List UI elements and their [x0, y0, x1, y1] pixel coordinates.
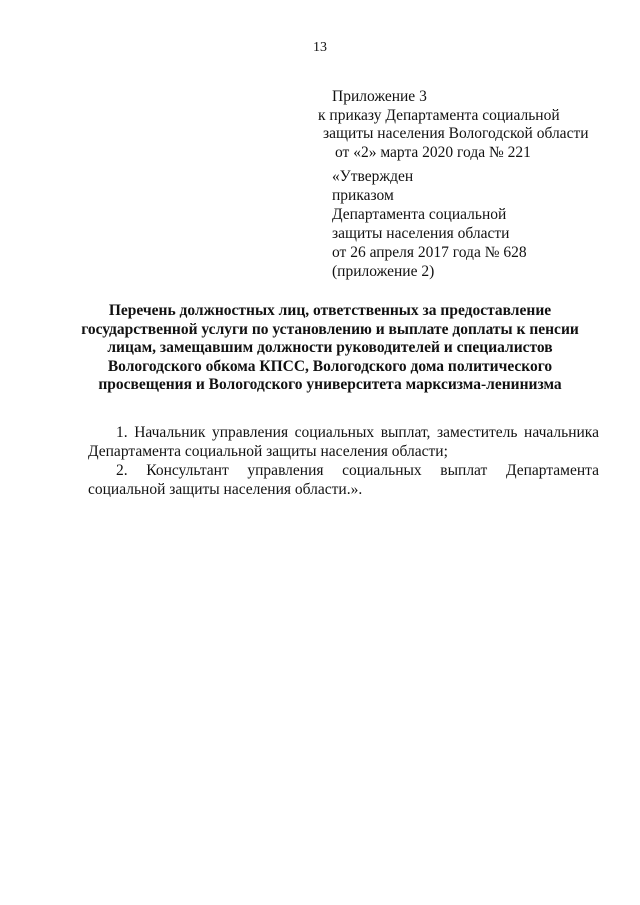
word: Департамента — [505, 462, 599, 479]
approved-line: «Утвержден — [332, 168, 414, 185]
approved-block — [332, 167, 628, 281]
appendix-line: Приложение 3 — [332, 88, 427, 105]
title-line: Перечень должностных лиц, ответственных за предоставление — [108, 302, 552, 319]
title-line: Вологодского обкома КПСС, Вологодского дома политического — [107, 357, 553, 375]
title-line: лицам, замещавшим должности руководителей и специалистов — [107, 339, 553, 356]
page-number: 13 — [313, 40, 327, 55]
appendix-block — [318, 88, 628, 162]
list-item — [88, 461, 599, 499]
document-title — [70, 302, 590, 395]
word: 2. — [116, 462, 128, 479]
item-1-line-2: Департамента социальной защиты населения области; — [88, 443, 448, 460]
word: управления — [247, 462, 324, 479]
approved-line: Департамента социальной — [332, 206, 507, 223]
word: начальника — [524, 424, 599, 441]
word: Начальник — [134, 424, 206, 441]
appendix-line: к приказу Департамента социальной — [318, 106, 560, 124]
word: выплат, — [380, 424, 431, 441]
title-line: просвещения и Вологодского университета марксизма-ленинизма — [98, 376, 562, 393]
word: выплат — [440, 462, 488, 479]
word: Консультант — [146, 462, 229, 479]
items-list — [88, 423, 599, 499]
list-item — [88, 423, 599, 461]
appendix-line: от «2» марта 2020 года № 221 — [335, 143, 531, 161]
item-2-line-1 — [116, 461, 599, 480]
appendix-line: защиты населения Вологодской области — [323, 125, 589, 142]
approved-line: (приложение 2) — [332, 263, 435, 280]
approved-line: от 26 апреля 2017 года № 628 — [332, 244, 527, 261]
approved-line: защиты населения области — [332, 225, 510, 242]
item-1-line-1 — [116, 423, 599, 442]
title-line: государственной услуги по установлению и выплате доплаты к пенсии — [81, 320, 579, 338]
word: социальных — [294, 424, 375, 441]
word: заместитель — [437, 424, 518, 441]
approved-line: приказом — [332, 187, 394, 204]
item-2-line-2: социальной защиты населения области.». — [88, 481, 363, 498]
word: управления — [211, 424, 289, 441]
word: социальных — [342, 462, 422, 479]
word: 1. — [116, 424, 128, 441]
